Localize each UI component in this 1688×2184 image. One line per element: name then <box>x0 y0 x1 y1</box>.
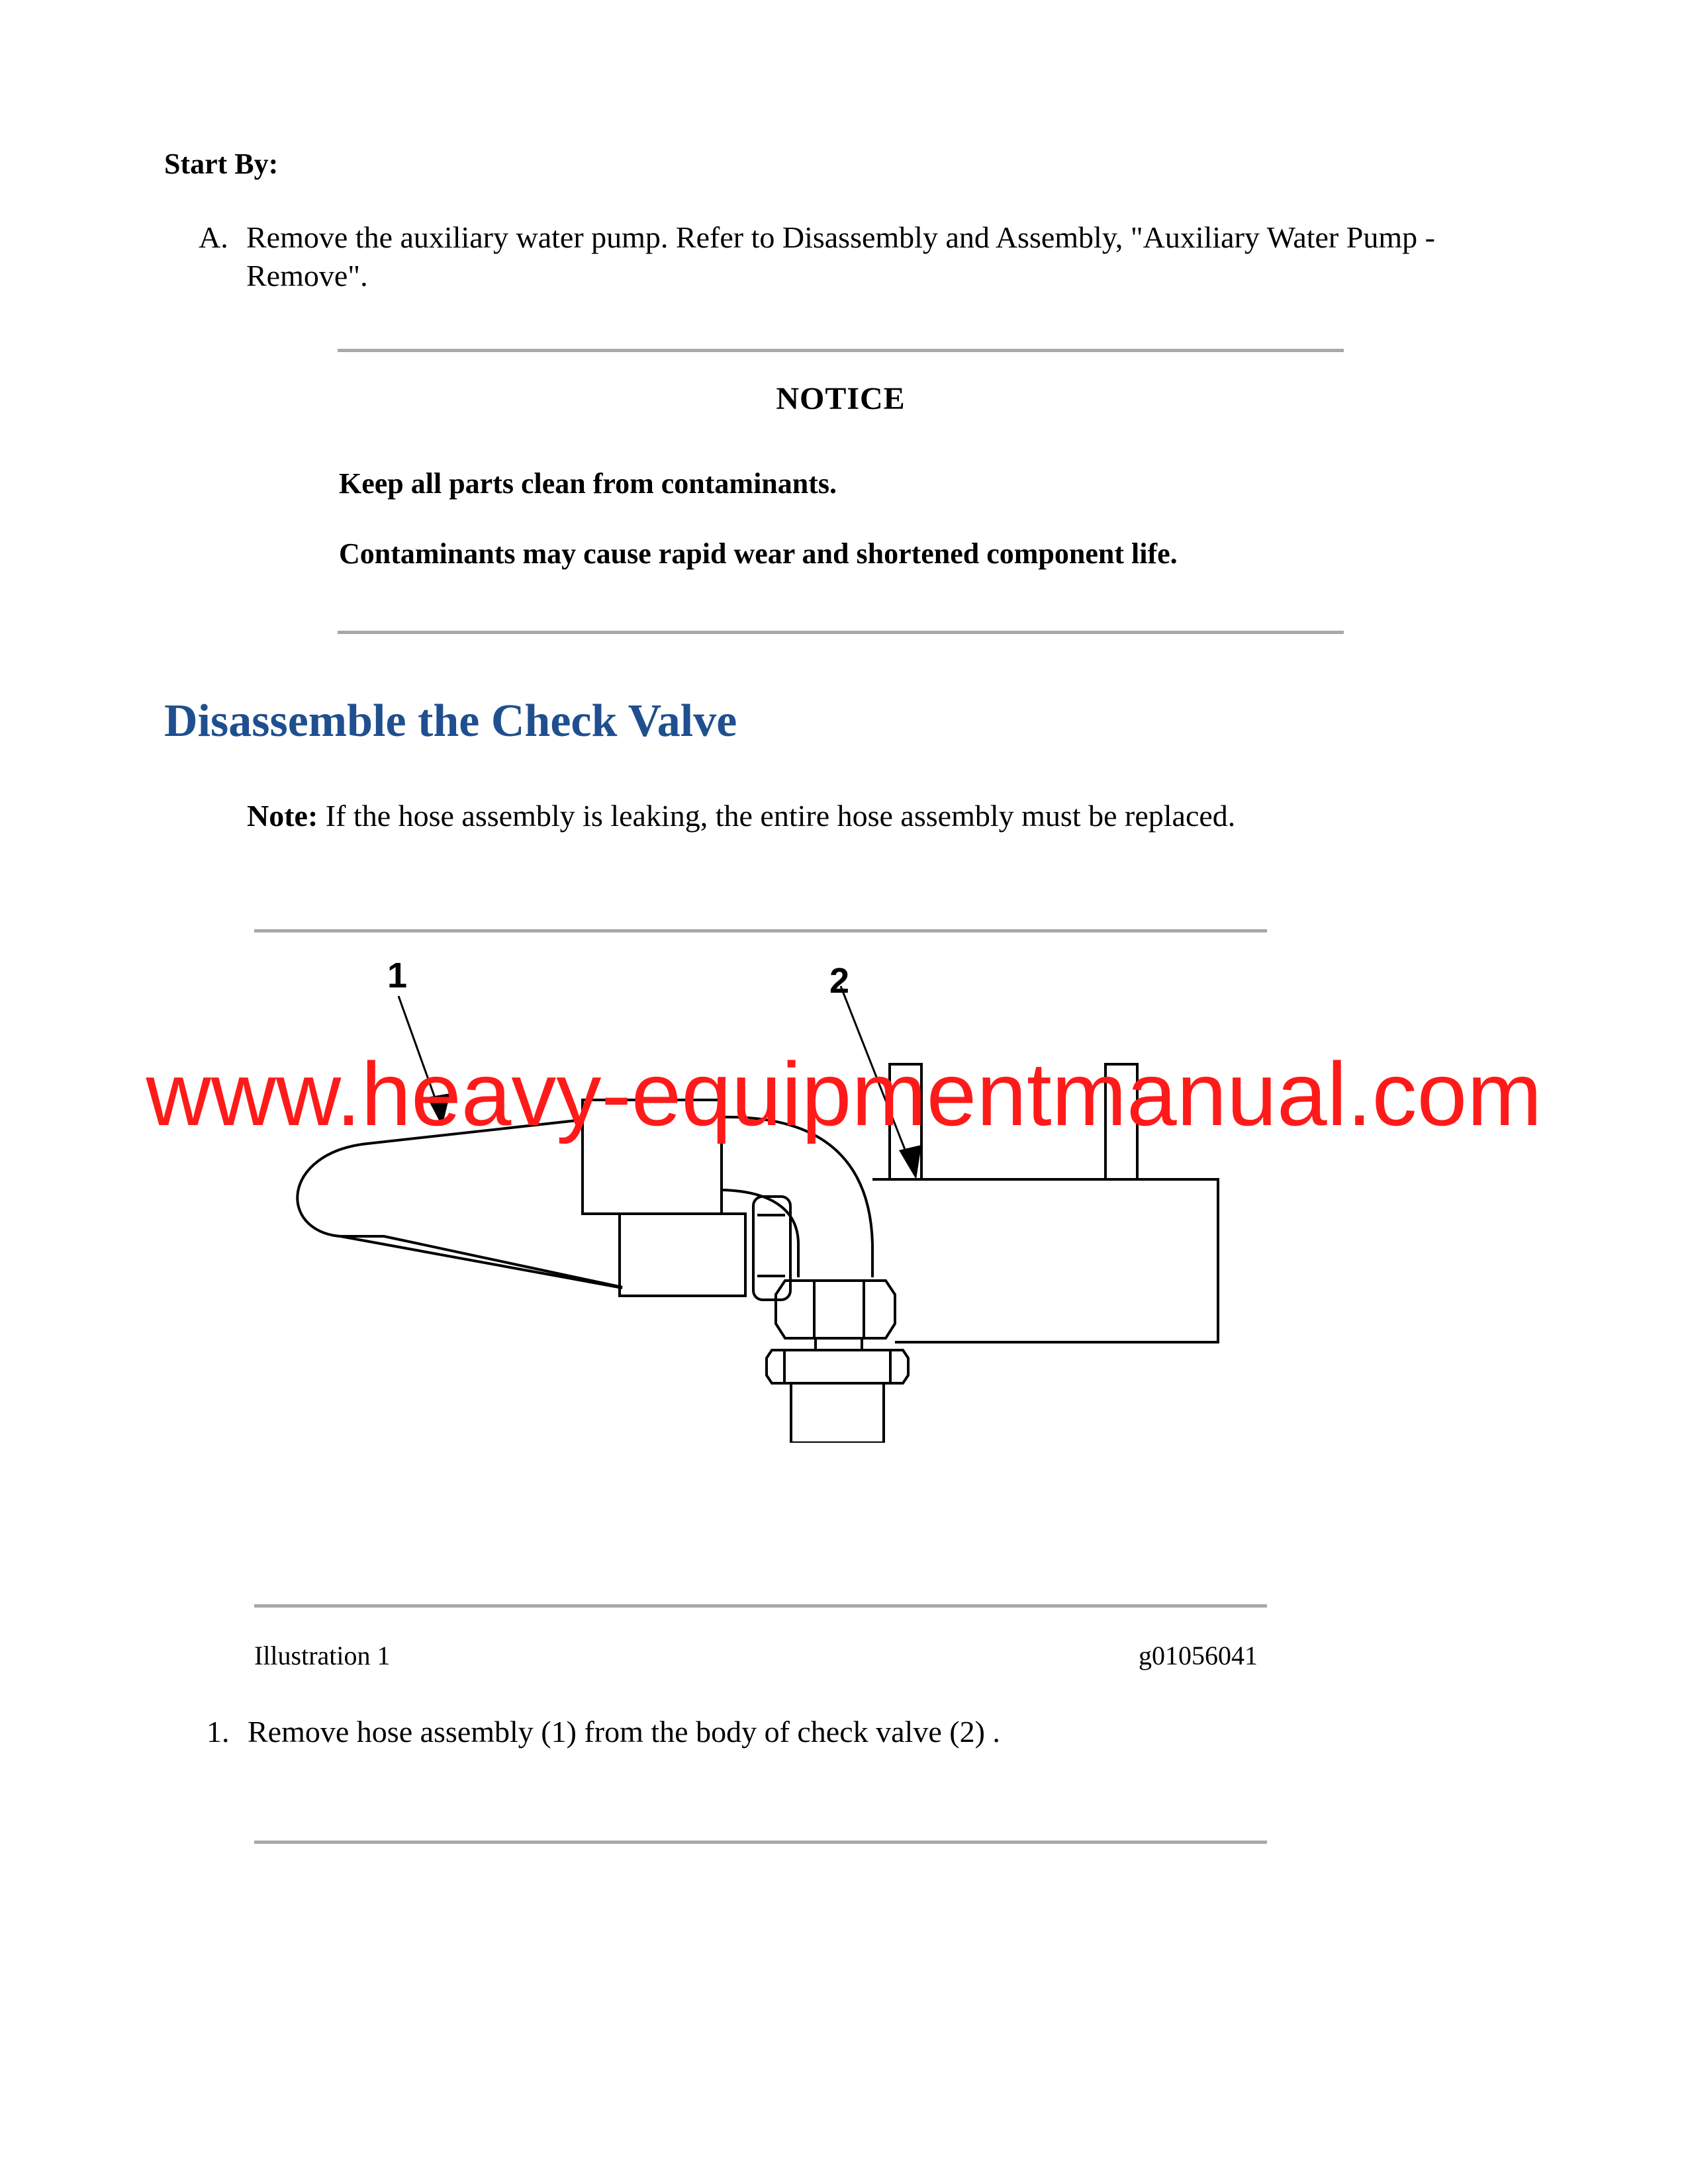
step-text: Remove hose assembly (1) from the body of check valve (2) . <box>248 1715 1000 1749</box>
notice-top-rule <box>338 349 1344 352</box>
note <box>247 798 1235 833</box>
note-label: Note: <box>247 799 318 833</box>
start-by-label: Start By: <box>164 148 279 180</box>
illustration-bottom-rule <box>254 1604 1267 1608</box>
note-text: If the hose assembly is leaking, the entire hose assembly must be replaced. <box>318 799 1236 833</box>
watermark-text: www.heavy-equipmentmanual.com <box>146 1044 1542 1144</box>
lock-nut <box>767 1350 908 1383</box>
section-heading: Disassemble the Check Valve <box>164 696 737 747</box>
hose-fitting-lower <box>620 1214 745 1296</box>
check-valve-illustration <box>252 953 1284 1443</box>
graphic-id: g01056041 <box>1139 1641 1258 1670</box>
outlet-tube <box>791 1383 884 1443</box>
step-marker: 1. <box>207 1715 230 1749</box>
notice-line: Contaminants may cause rapid wear and shortened component life. <box>339 537 1178 570</box>
hex-nut <box>776 1281 895 1338</box>
step-marker: A. <box>199 220 228 254</box>
step-text: Remove the auxiliary water pump. Refer to Disassembly and Assembly, "Auxiliary Water Pump - Remove". <box>246 220 1435 293</box>
callout-label-2: 2 <box>829 961 850 1001</box>
callout-arrow-2 <box>899 1145 921 1179</box>
illustration-top-rule <box>254 929 1267 933</box>
illustration-top-rule <box>254 1841 1267 1844</box>
notice-title: NOTICE <box>776 381 906 416</box>
elbow-collar <box>753 1197 790 1300</box>
notice-line: Keep all parts clean from contaminants. <box>339 467 837 500</box>
callout-label-1: 1 <box>387 956 408 995</box>
illustration-caption: Illustration 1 <box>254 1641 391 1670</box>
notice-bottom-rule <box>338 631 1344 634</box>
elbow-inner <box>722 1190 798 1277</box>
check-valve-body <box>872 1179 1218 1342</box>
